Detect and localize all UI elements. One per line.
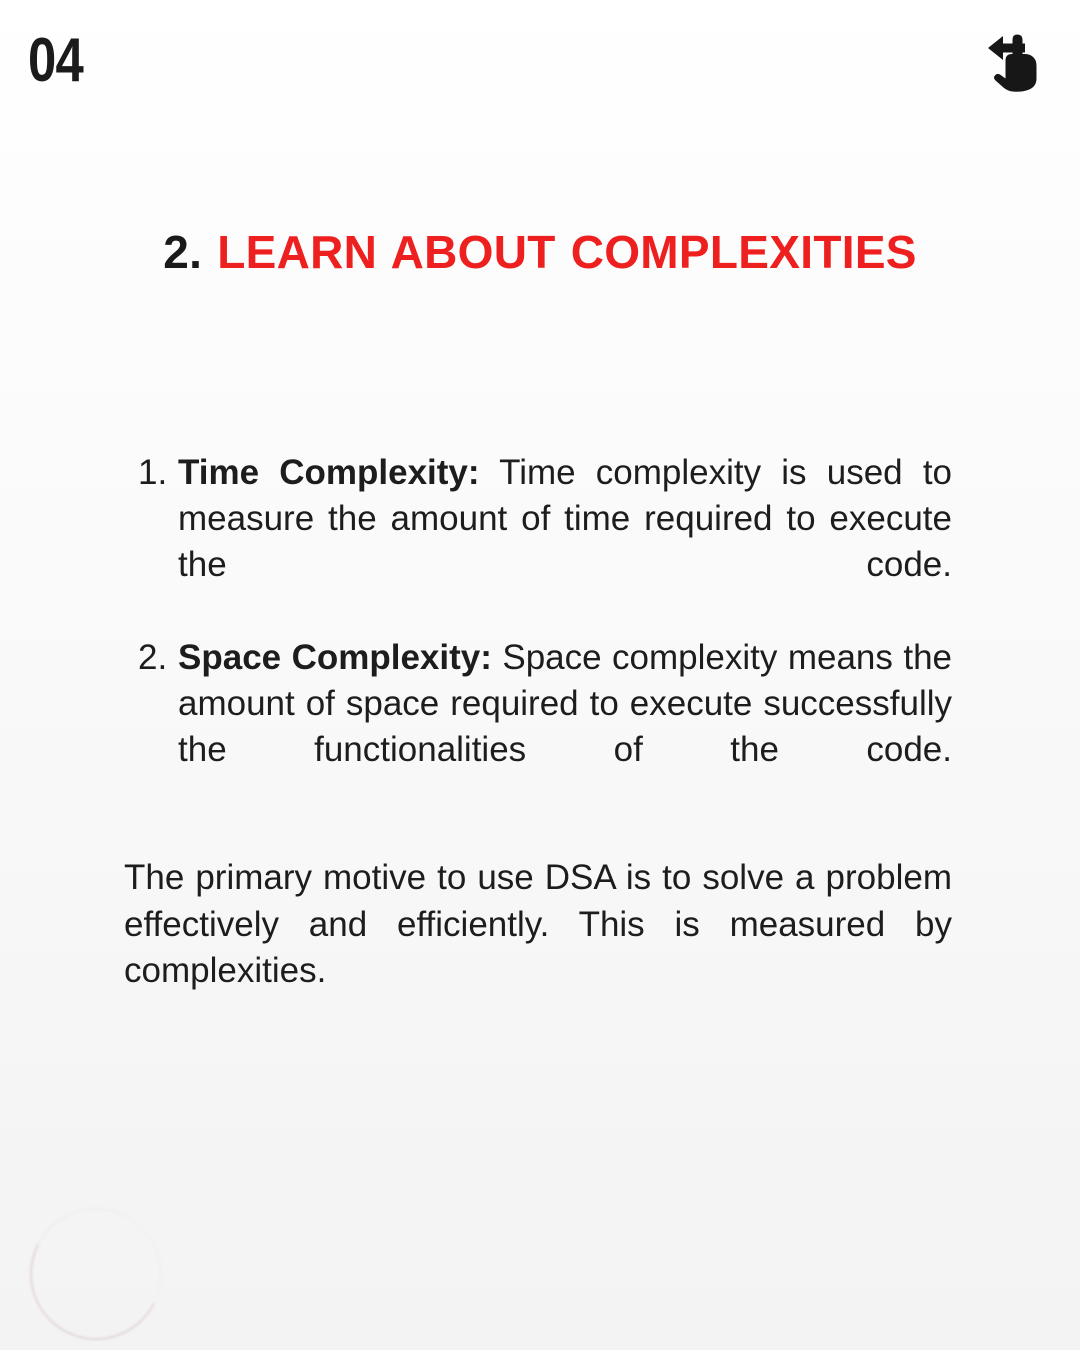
list-item-content [178, 453, 952, 630]
list-item [124, 635, 952, 818]
title-text: LEARN ABOUT COMPLEXITIES [217, 226, 917, 278]
swipe-left-icon[interactable] [986, 30, 1048, 96]
list-item-term: Time Complexity: [178, 453, 480, 492]
list-item [124, 450, 952, 633]
list-item-body: Time complexity is used to measure the amount of time required to execute the code. [178, 453, 953, 584]
decorative-arc [13, 1191, 179, 1357]
title-block [0, 218, 1080, 288]
complexity-list-container [124, 450, 952, 821]
list-item-term: Space Complexity: [178, 638, 492, 678]
page-number: 04 [28, 26, 83, 95]
list-item-content [178, 638, 952, 815]
summary-paragraph: The primary motive to use DSA is to solve a problem effectively and efficiently. This is measured by complexities. [124, 858, 952, 991]
slide-header [0, 0, 1080, 140]
title-number: 2. [163, 226, 203, 278]
list-item-body: Space complexity means the amount of space required to execute successfully the functionalities of the code. [178, 638, 952, 770]
page-title [150, 218, 930, 288]
complexity-list [124, 450, 952, 819]
